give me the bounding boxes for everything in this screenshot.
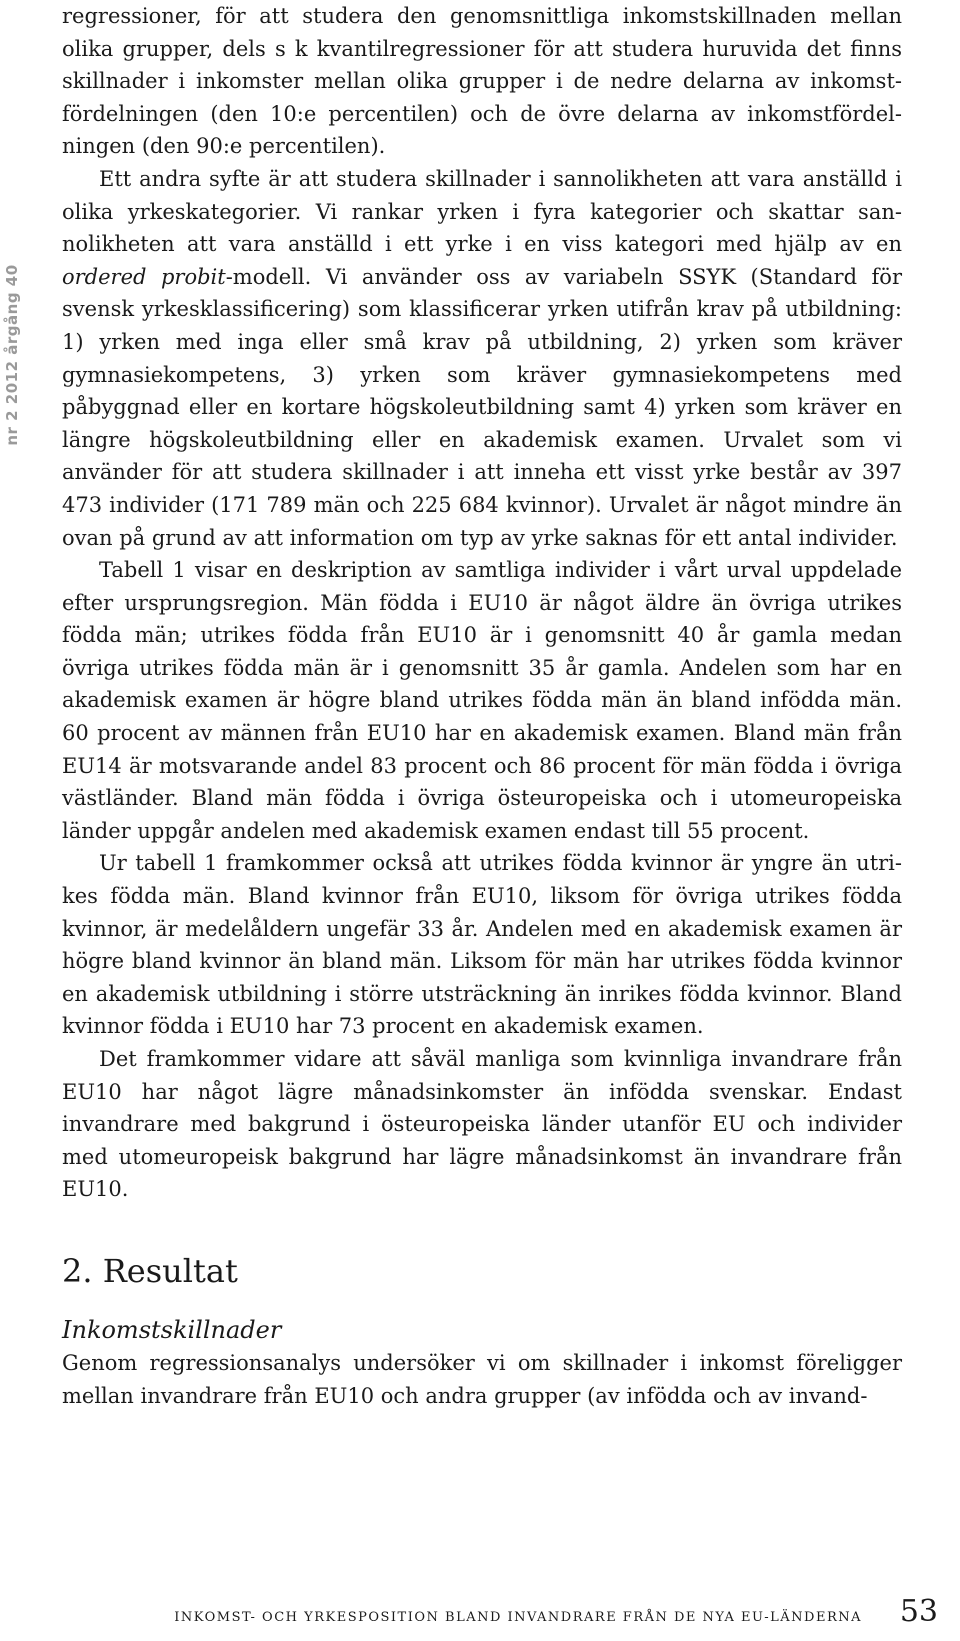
- paragraph-5: Det framkommer vidare att såväl manliga som kvinnliga invandrare från EU10 har något lägre månadsinkomster än infödda svenskar. Endast invandrare med bakgrund i östeuropeiska länder utanför EU och individer med utomeuropeisk bakgrund har lägre månadsinkomst än invandrare från EU10.: [62, 1047, 902, 1202]
- paragraph-4: Ur tabell 1 framkommer också att utrikes födda kvinnor är yngre än utrikes födda män. Bland kvinnor från EU10, liksom för övriga utrikes födda kvinnor, är medelåldern ungefär 33 år. Andelen med en akademisk examen är högre bland kvinnor än bland män. Liksom för män har utrikes födda kvinnor en akademisk utbildning i större utsträckning än inrikes födda kvinnor. Bland kvinnor födda i EU10 har 73 procent en akademisk examen.: [62, 851, 902, 1039]
- paragraph-1: regressioner, för att studera den genomsnittliga inkomstskillnaden mellan olika grupper, dels s k kvantilregressioner för att studera huruvida det finns skillnader i inkomster mellan olika grupper i de nedre delarna av inkomstfördelningen (den 10:e percentilen) och de övre delarna av inkomstfördelningen (den 90:e percentilen).: [62, 4, 902, 159]
- paragraph-3: Tabell 1 visar en deskription av samtliga individer i vårt urval uppdelade efter ursprungsregion. Män födda i EU10 är något äldre än övriga utrikes födda män; utrikes födda från EU10 är i genomsnitt 40 år gamla medan övriga utrikes födda män är i genomsnitt 35 år gamla. Andelen som har en akademisk examen är högre bland utrikes födda män än bland infödda män. 60 procent av männen från EU10 har en akademisk examen. Bland män från EU14 är motsvarande andel 83 procent och 86 procent för män födda i övriga västländer. Bland män födda i övriga östeuropeiska och i utomeuropeiska länder uppgår andelen med akademisk examen endast till 55 procent.: [62, 558, 902, 843]
- journal-issue-label: nr 2 2012 årgång 40: [3, 264, 21, 446]
- paragraph-2-italic-term: ordered probit: [62, 264, 226, 289]
- sub-heading: Inkomstskillnader: [62, 1315, 282, 1344]
- paragraph-2-part-2: -modell. Vi använder oss av variabeln SSYK (Standard för svensk yrkesklassificering) som klassificerar yrken utifrån krav på utbildning: 1) yrken med inga eller små krav på utbildning, 2) yrken som kräver gymnasiekompetens, 3) yrken som kräver gymnasiekompetens med påbyggnad eller en kortare högskoleutbildning samt 4) yrken som kräver en längre högskoleutbildning eller en akademisk examen. Urvalet som vi använder för att studera skillnader i att inneha ett visst yrke består av 397 473 individer (171 789 män och 225 684 kvinnor). Urvalet är något mindre än ovan på grund av att information om typ av yrke saknas för ett antal individer.: [62, 264, 902, 550]
- paragraph-2: [62, 163, 902, 554]
- paragraph-6: Genom regressionsanalys undersöker vi om skillnader i inkomst föreligger mellan invandrare från EU10 och andra grupper (av infödda och av invand-: [62, 1350, 902, 1408]
- page-body: [62, 0, 902, 1412]
- paragraph-2-part-1: Ett andra syfte är att studera skillnader i sannolikheten att vara anställd i olika yrkeskategorier. Vi rankar yrken i fyra kategorier och skattar sannolikheten att vara anställd i ett yrke i en viss kategori med hjälp av en: [62, 166, 902, 257]
- section-heading: 2. Resultat: [62, 1251, 238, 1290]
- running-footer-title: INKOMST- OCH YRKESPOSITION BLAND INVANDRARE FRÅN DE NYA EU-LÄNDERNA: [174, 1610, 862, 1625]
- page-number: 53: [899, 1594, 938, 1629]
